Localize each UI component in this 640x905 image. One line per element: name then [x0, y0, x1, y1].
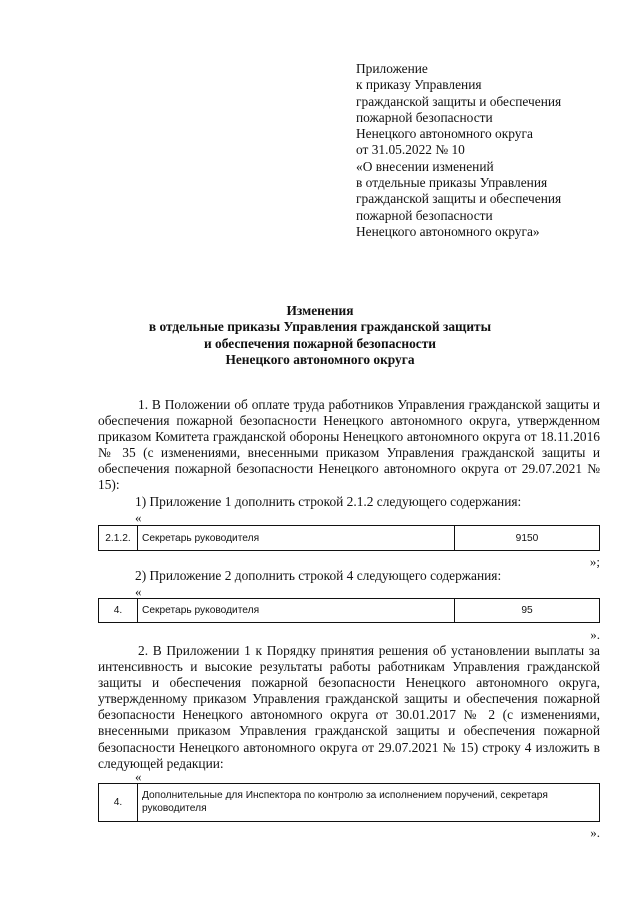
appendix-line: гражданской защиты и обеспечения — [356, 191, 562, 207]
close-quote: »; — [589, 554, 600, 569]
table-row — [99, 526, 600, 551]
table-row — [99, 784, 600, 822]
document-title — [0, 303, 640, 368]
close-quote: ». — [590, 825, 600, 840]
section-2-text: 2. В Приложении 1 к Порядку принятия решения об установлении выплаты за интенсивность и высокие результаты работы работникам Управления гражданской защиты и обеспечения пожарной безопасности Ненецкого автономного округа, утвержденному приказом Управления гражданской защиты и обеспечения пожарной безопасности Ненецкого автономного округа от 30.01.2017 № 2 (с изменениями, внесенными приказом Управления гражданской защиты и обеспечения пожарной безопасности Ненецкого автономного округа от 29.07.2021 № 15) строку 4 изложить в следующей редакции: — [98, 643, 600, 771]
appendix-line: «О внесении изменений — [356, 158, 494, 174]
row-value: 9150 — [455, 526, 600, 551]
row-value: 95 — [455, 599, 600, 623]
row-number: 4. — [99, 784, 138, 822]
appendix-line: гражданской защиты и обеспечения — [356, 93, 562, 109]
section-1 — [98, 397, 600, 494]
position-name: Секретарь руководителя — [138, 599, 455, 623]
row-number: 4. — [99, 599, 138, 623]
appendix-line: Ненецкого автономного округа» — [356, 223, 540, 239]
table-row — [99, 599, 600, 623]
position-name: Дополнительные для Инспектора по контролю за исполнением поручений, секретаря руководителя — [138, 784, 600, 822]
appendix-line: в отдельные приказы Управления — [356, 175, 548, 191]
position-name: Секретарь руководителя — [138, 526, 455, 551]
appendix-line: к приказу Управления — [356, 77, 482, 93]
title-line: Ненецкого автономного округа — [225, 351, 415, 367]
item-2-text: 2) Приложение 2 дополнить строкой 4 следующего содержания: — [135, 568, 502, 583]
open-quote: « — [135, 584, 142, 599]
appendix-line: Ненецкого автономного округа — [356, 126, 533, 142]
item-1-text: 1) Приложение 1 дополнить строкой 2.1.2 следующего содержания: — [135, 494, 522, 509]
appendix-line: Приложение — [356, 61, 428, 76]
open-quote: « — [135, 769, 142, 784]
title-line: в отдельные приказы Управления гражданской защиты — [148, 319, 492, 335]
appendix-line: пожарной безопасности — [356, 109, 493, 125]
open-quote: « — [135, 510, 142, 525]
appendix-line: пожарной безопасности — [356, 207, 493, 223]
section-2 — [98, 643, 600, 772]
close-quote: ». — [590, 627, 600, 642]
insert-table-2 — [98, 598, 600, 623]
insert-table-3 — [98, 783, 600, 822]
section-1-text: 1. В Положении об оплате труда работников Управления гражданской защиты и обеспечения пожарной безопасности Ненецкого автономного округа, утвержденном приказом Комитета гражданской обороны Ненецкого автономного округа от 18.11.2016 № 35 (с изменениями, внесенными приказом Управления гражданской защиты и обеспечения пожарной безопасности Ненецкого автономного округа от 29.07.2021 № 15): — [98, 397, 600, 493]
insert-table-1 — [98, 525, 600, 551]
appendix-header — [356, 61, 561, 240]
row-number: 2.1.2. — [99, 526, 138, 551]
appendix-line: от 31.05.2022 № 10 — [356, 142, 465, 158]
title-line: и обеспечения пожарной безопасности — [203, 335, 437, 351]
title-line: Изменения — [286, 303, 354, 318]
